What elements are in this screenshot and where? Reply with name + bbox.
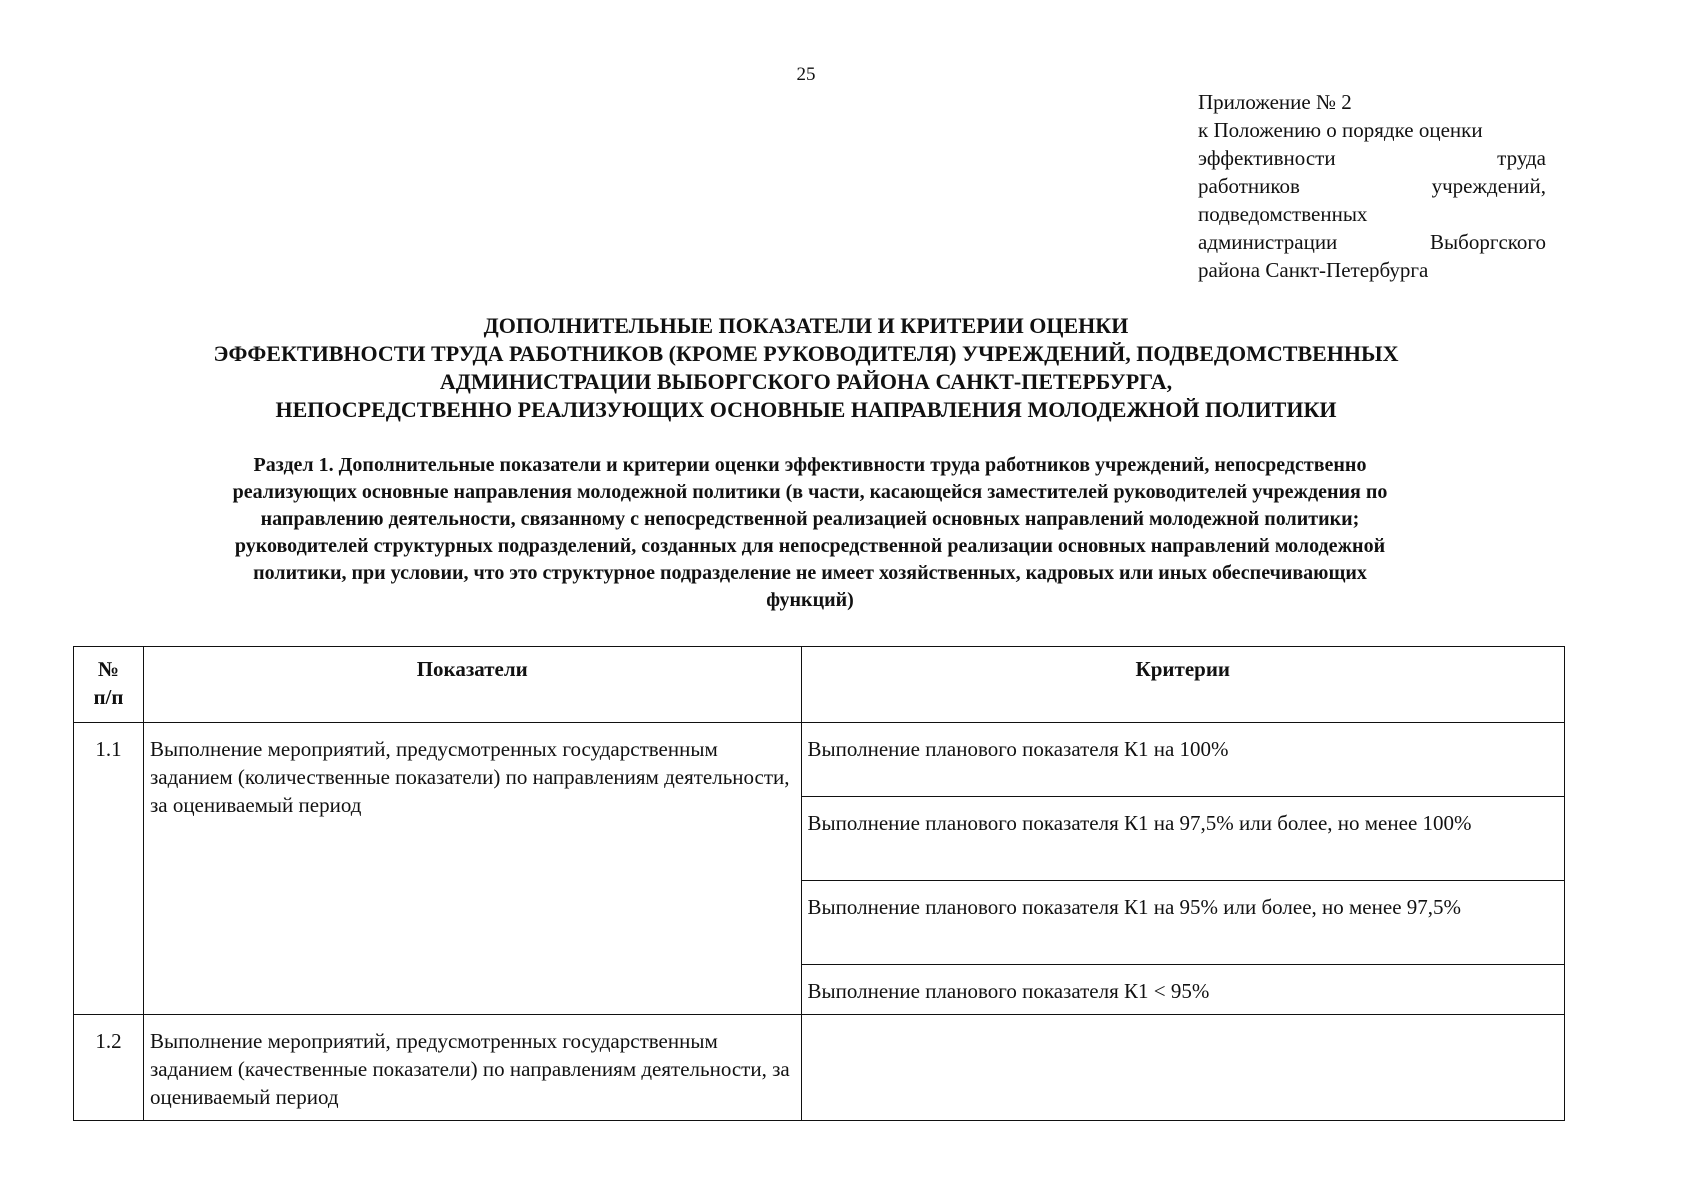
section-heading — [60, 452, 1560, 614]
appendix-word: администрации — [1198, 230, 1338, 254]
section-line: реализующих основные направления молодежной политики (в части, касающейся заместителей руководителей учреждения по — [232, 481, 1388, 503]
appendix-line — [1198, 228, 1546, 256]
table-header-row — [74, 647, 1565, 723]
title-line: АДМИНИСТРАЦИИ ВЫБОРГСКОГО РАЙОНА САНКТ-ПЕТЕРБУРГА, — [439, 369, 1173, 394]
appendix-title: Приложение № 2 — [1198, 90, 1352, 114]
title-line: НЕПОСРЕДСТВЕННО РЕАЛИЗУЮЩИХ ОСНОВНЫЕ НАПРАВЛЕНИЯ МОЛОДЕЖНОЙ ПОЛИТИКИ — [275, 397, 1337, 422]
criteria-table — [73, 646, 1565, 1121]
criterion-cell — [801, 1015, 1564, 1121]
indicator-cell: Выполнение мероприятий, предусмотренных государственным заданием (количественные показатели) по направлениям деятельности, за оцениваемый период — [143, 723, 801, 1015]
document-title — [0, 312, 1612, 424]
header-number-abbr: п/п — [93, 685, 124, 709]
section-line: функций) — [766, 589, 854, 611]
header-criteria: Критерии — [801, 647, 1564, 723]
title-line: ДОПОЛНИТЕЛЬНЫЕ ПОКАЗАТЕЛИ И КРИТЕРИИ ОЦЕНКИ — [483, 313, 1129, 338]
section-line: руководителей структурных подразделений, созданных для непосредственной реализации основных направлений молодежной — [234, 535, 1386, 557]
appendix-line: района Санкт-Петербурга — [1198, 258, 1429, 282]
row-number: 1.2 — [74, 1015, 144, 1121]
criterion-cell: Выполнение планового показателя К1 на 100% — [801, 723, 1564, 797]
title-line: ЭФФЕКТИВНОСТИ ТРУДА РАБОТНИКОВ (КРОМЕ РУКОВОДИТЕЛЯ) УЧРЕЖДЕНИЙ, ПОДВЕДОМСТВЕННЫХ — [213, 341, 1399, 366]
appendix-word: Выборгского — [1430, 230, 1546, 254]
appendix-word: труда — [1497, 146, 1546, 170]
section-line: политики, при условии, что это структурное подразделение не имеет хозяйственных, кадровых или иных обеспечивающих — [253, 562, 1367, 584]
criterion-cell: Выполнение планового показателя К1 на 95% или более, но менее 97,5% — [801, 881, 1564, 965]
appendix-line: к Положению о порядке оценки — [1198, 118, 1483, 142]
appendix-word: учреждений, — [1431, 174, 1546, 198]
appendix-word: эффективности — [1198, 146, 1336, 170]
appendix-line: подведомственных — [1198, 202, 1368, 226]
row-number: 1.1 — [74, 723, 144, 1015]
table-row — [74, 1015, 1565, 1121]
page-number: 25 — [796, 64, 816, 85]
section-line: направлению деятельности, связанному с непосредственной реализацией основных направлений молодежной политики; — [260, 508, 1360, 530]
indicator-cell: Выполнение мероприятий, предусмотренных государственным заданием (качественные показатели) по направлениям деятельности, за оцениваемый период — [143, 1015, 801, 1121]
header-number — [74, 647, 144, 723]
appendix-line — [1198, 172, 1546, 200]
header-number-symbol: № — [97, 657, 120, 681]
table-row — [74, 723, 1565, 797]
criterion-cell: Выполнение планового показателя К1 на 97,5% или более, но менее 100% — [801, 797, 1564, 881]
section-line: Раздел 1. Дополнительные показатели и критерии оценки эффективности труда работников учреждений, непосредственно — [253, 454, 1367, 476]
header-indicators: Показатели — [143, 647, 801, 723]
criterion-cell: Выполнение планового показателя К1 < 95% — [801, 965, 1564, 1015]
appendix-line — [1198, 144, 1546, 172]
appendix-word: работников — [1198, 174, 1300, 198]
appendix-note — [1198, 88, 1546, 284]
